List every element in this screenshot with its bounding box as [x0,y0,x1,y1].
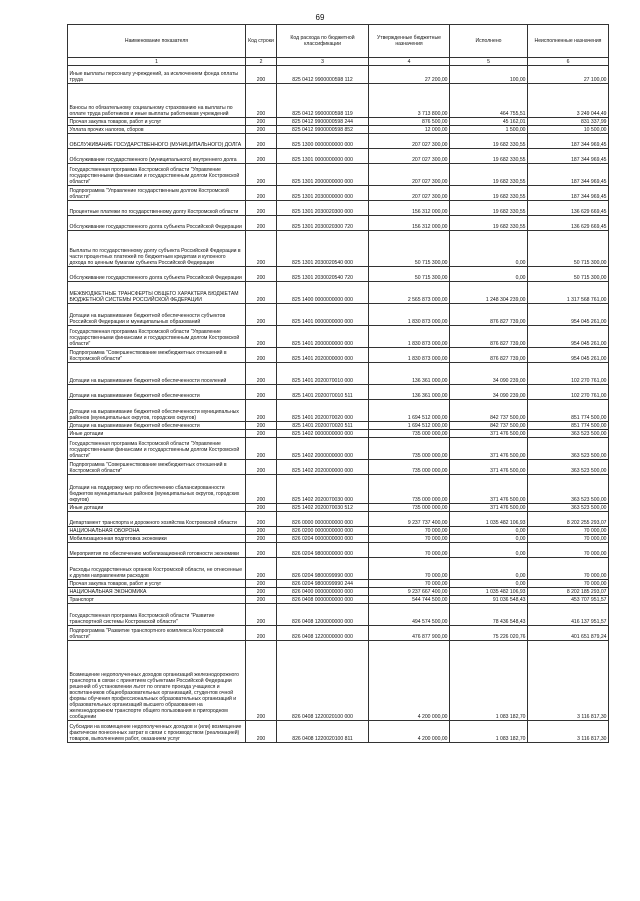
row-unexecuted: 102 270 761,00 [528,363,609,385]
row-executed: 34 090 239,00 [450,363,528,385]
table-row [68,558,609,580]
row-unexecuted: 102 270 761,00 [528,385,609,400]
row-line-code: 200 [246,216,277,231]
row-name: Мероприятия по обеспечению мобилизационной готовности экономики [68,543,246,558]
table-row [68,304,609,326]
table-row [68,504,609,512]
row-name: ОБСЛУЖИВАНИЕ ГОСУДАРСТВЕННОГО (МУНИЦИПАЛЬНОГО) ДОЛГА [68,134,246,149]
row-name: Подпрограмма "Развитие транспортного комплекса Костромской области" [68,626,246,641]
row-line-code: 200 [246,164,277,186]
row-name: Обслуживание государственного (муниципального) внутреннего долга [68,149,246,164]
row-approved: 1 694 512 000,00 [369,422,450,430]
row-budget-code: 825 1301 2030020540 720 [277,267,369,282]
row-approved: 50 715 300,00 [369,231,450,267]
header-indicator-name: Наименование показателя [68,25,246,58]
row-approved: 156 312 000,00 [369,216,450,231]
row-line-code: 200 [246,588,277,596]
row-line-code: 200 [246,604,277,626]
row-approved: 876 500,00 [369,118,450,126]
row-approved: 27 200,00 [369,66,450,84]
row-unexecuted: 136 629 669,45 [528,216,609,231]
row-line-code: 200 [246,596,277,604]
row-executed: 1 083 182,70 [450,721,528,743]
row-unexecuted: 954 045 261,00 [528,326,609,348]
row-name: Государственная программа Костромской области "Развитие транспортной системы Костромской области" [68,604,246,626]
table-row [68,231,609,267]
row-name: Выплаты по государственному долгу субъекта Российской Федерации в части процентных платежей по бюджетным кредитам и купонного дохода по ценным бумагам субъекта Российской Федерации [68,231,246,267]
row-approved: 494 574 500,00 [369,604,450,626]
row-approved: 1 694 512 000,00 [369,400,450,422]
row-executed: 371 476 500,00 [450,504,528,512]
row-approved: 207 027 300,00 [369,134,450,149]
row-unexecuted: 187 344 969,45 [528,149,609,164]
row-executed: 371 476 500,00 [450,460,528,475]
row-executed: 842 737 500,00 [450,422,528,430]
row-approved: 735 000 000,00 [369,504,450,512]
row-budget-code: 825 1401 2020070010 511 [277,385,369,400]
row-budget-code: 826 0204 9800099990 244 [277,580,369,588]
row-budget-code: 825 1301 2030020540 000 [277,231,369,267]
row-executed: 0,00 [450,580,528,588]
row-name: Подпрограмма "Совершенствование межбюджетных отношений в Костромской области" [68,348,246,363]
table-row [68,363,609,385]
row-line-code: 200 [246,558,277,580]
row-unexecuted: 70 000,00 [528,580,609,588]
row-approved: 735 000 000,00 [369,438,450,460]
row-line-code: 200 [246,186,277,201]
header-line-code: Код строки [246,25,277,58]
row-approved: 735 000 000,00 [369,430,450,438]
column-number-row [68,58,609,66]
row-approved: 1 830 873 000,00 [369,304,450,326]
row-name: Государственная программа Костромской области "Управление государственными финансами и государственным долгом Костромской области" [68,164,246,186]
row-budget-code: 825 1301 2030000000 000 [277,186,369,201]
row-unexecuted: 363 523 500,00 [528,460,609,475]
row-line-code: 200 [246,543,277,558]
row-budget-code: 825 1300 0000000000 000 [277,134,369,149]
row-line-code: 200 [246,84,277,118]
row-name: Процентные платежи по государственному долгу Костромской области [68,201,246,216]
table-row [68,186,609,201]
row-unexecuted: 851 774 500,00 [528,422,609,430]
row-budget-code: 826 0408 1220000000 000 [277,626,369,641]
row-budget-code: 825 0412 9900000598 112 [277,66,369,84]
table-row [68,164,609,186]
column-number: 2 [246,58,277,66]
header-unexecuted: Неисполненные назначения [528,25,609,58]
row-line-code: 200 [246,304,277,326]
row-approved: 4 200 000,00 [369,641,450,721]
row-unexecuted: 70 000,00 [528,535,609,543]
row-budget-code: 826 0204 0000000000 000 [277,535,369,543]
row-budget-code: 825 1301 0000000000 000 [277,149,369,164]
row-unexecuted: 416 137 951,57 [528,604,609,626]
row-approved: 1 830 873 000,00 [369,326,450,348]
row-approved: 136 361 000,00 [369,385,450,400]
row-executed: 19 682 330,55 [450,201,528,216]
row-approved: 70 000,00 [369,558,450,580]
row-line-code: 200 [246,460,277,475]
row-name: Государственная программа Костромской области "Управление государственными финансами и государственным долгом Костромской области" [68,438,246,460]
row-executed: 876 827 739,00 [450,348,528,363]
row-budget-code: 825 1401 2020070020 511 [277,422,369,430]
row-approved: 3 713 800,00 [369,84,450,118]
row-unexecuted: 363 523 500,00 [528,504,609,512]
table-row [68,580,609,588]
table-header-row [68,25,609,58]
row-name: Иные дотации [68,504,246,512]
row-unexecuted: 187 344 969,45 [528,186,609,201]
table-row [68,588,609,596]
row-name: Взносы по обязательному социальному страхованию на выплаты по оплате труда работников и иные выплаты работникам учреждений [68,84,246,118]
row-name: Возмещение недополученных доходов организаций железнодорожного транспорта в связи с принятием субъектами Российской Федерации решений об установлении льгот по оплате проезда учащихся и воспитанников общеобразовательных организаций, студентов очной формы обучения профессиональных образовательных организаций и образовательных организаций высшего образования на железнодорожном транспорте общего пользования в пригородном сообщении [68,641,246,721]
row-unexecuted: 3 116 817,30 [528,641,609,721]
row-line-code: 200 [246,438,277,460]
row-budget-code: 825 1301 2000000000 000 [277,164,369,186]
row-unexecuted: 27 100,00 [528,66,609,84]
table-row [68,641,609,721]
row-approved: 544 744 500,00 [369,596,450,604]
row-executed: 464 755,51 [450,84,528,118]
row-name: Иные дотации [68,430,246,438]
row-executed: 19 682 330,55 [450,186,528,201]
row-line-code: 200 [246,326,277,348]
row-unexecuted: 50 715 300,00 [528,267,609,282]
row-name: Расходы государственных органов Костромской области, не отнесенные к другим направлениям расходов [68,558,246,580]
row-name: Уплата прочих налогов, сборов [68,126,246,134]
row-name: Субсидии на возмещение недополученных доходов и (или) возмещение фактически понесенных затрат в связи с производством (реализацией) товаров, выполнением работ, оказанием услуг [68,721,246,743]
table-row [68,400,609,422]
table-row [68,596,609,604]
row-line-code: 200 [246,580,277,588]
row-line-code: 200 [246,430,277,438]
row-executed: 842 737 500,00 [450,400,528,422]
table-row [68,721,609,743]
table-row [68,149,609,164]
row-budget-code: 826 0408 1220020100 811 [277,721,369,743]
row-unexecuted: 363 523 500,00 [528,475,609,504]
row-line-code: 200 [246,282,277,304]
row-budget-code: 825 1402 2020070030 000 [277,475,369,504]
row-unexecuted: 70 000,00 [528,558,609,580]
row-executed: 78 436 548,43 [450,604,528,626]
row-name: Транспорт [68,596,246,604]
row-approved: 207 027 300,00 [369,186,450,201]
row-unexecuted: 10 500,00 [528,126,609,134]
row-line-code: 200 [246,363,277,385]
row-unexecuted: 401 651 879,24 [528,626,609,641]
table-row [68,326,609,348]
row-unexecuted: 50 715 300,00 [528,231,609,267]
row-unexecuted: 831 337,99 [528,118,609,126]
row-name: Дотации на выравнивание бюджетной обеспеченности [68,422,246,430]
row-unexecuted: 954 045 261,00 [528,348,609,363]
row-approved: 207 027 300,00 [369,149,450,164]
row-line-code: 200 [246,721,277,743]
row-executed: 34 090 239,00 [450,385,528,400]
row-approved: 70 000,00 [369,543,450,558]
table-row [68,282,609,304]
row-unexecuted: 851 774 500,00 [528,400,609,422]
table-row [68,385,609,400]
row-budget-code: 825 1402 2020000000 000 [277,460,369,475]
row-executed: 371 476 500,00 [450,475,528,504]
row-approved: 70 000,00 [369,535,450,543]
row-budget-code: 825 1401 2020070020 000 [277,400,369,422]
row-unexecuted: 363 523 500,00 [528,438,609,460]
table-row [68,512,609,527]
row-budget-code: 825 1401 0000000000 000 [277,304,369,326]
row-unexecuted: 187 344 969,45 [528,134,609,149]
row-approved: 476 877 900,00 [369,626,450,641]
table-body [68,66,609,743]
column-number: 5 [450,58,528,66]
table-row [68,66,609,84]
row-budget-code: 825 1401 2000000000 000 [277,326,369,348]
row-unexecuted: 187 344 969,45 [528,164,609,186]
row-unexecuted: 3 116 817,30 [528,721,609,743]
row-line-code: 200 [246,626,277,641]
row-line-code: 200 [246,641,277,721]
row-budget-code: 825 1400 0000000000 000 [277,282,369,304]
budget-execution-table [67,24,609,743]
table-row [68,543,609,558]
row-line-code: 200 [246,348,277,363]
row-executed: 1 035 482 106,93 [450,588,528,596]
table-row [68,604,609,626]
column-number: 4 [369,58,450,66]
row-budget-code: 826 0204 9800000000 000 [277,543,369,558]
row-line-code: 200 [246,527,277,535]
table-row [68,84,609,118]
row-line-code: 200 [246,267,277,282]
row-executed: 0,00 [450,231,528,267]
row-name: Иные выплаты персоналу учреждений, за исключением фонда оплаты труда [68,66,246,84]
row-executed: 19 682 330,55 [450,134,528,149]
row-unexecuted: 453 707 951,57 [528,596,609,604]
row-executed: 75 226 020,76 [450,626,528,641]
row-unexecuted: 363 523 500,00 [528,430,609,438]
row-executed: 1 083 182,70 [450,641,528,721]
table-row [68,626,609,641]
table-row [68,267,609,282]
row-name: МЕЖБЮДЖЕТНЫЕ ТРАНСФЕРТЫ ОБЩЕГО ХАРАКТЕРА БЮДЖЕТАМ БЮДЖЕТНОЙ СИСТЕМЫ РОССИЙСКОЙ ФЕДЕРАЦИИ [68,282,246,304]
row-approved: 9 237 667 400,00 [369,588,450,596]
row-executed: 0,00 [450,543,528,558]
row-budget-code: 826 0408 1220020100 000 [277,641,369,721]
row-approved: 1 830 873 000,00 [369,348,450,363]
row-line-code: 200 [246,149,277,164]
row-name: Государственная программа Костромской области "Управление государственными финансами и государственным долгом Костромской области" [68,326,246,348]
row-executed: 45 162,01 [450,118,528,126]
row-name: Подпрограмма "Управление государственным долгом Костромской области" [68,186,246,201]
column-number: 1 [68,58,246,66]
row-approved: 70 000,00 [369,527,450,535]
row-budget-code: 826 0200 0000000000 000 [277,527,369,535]
row-line-code: 200 [246,126,277,134]
row-approved: 156 312 000,00 [369,201,450,216]
row-line-code: 200 [246,512,277,527]
table-row [68,527,609,535]
row-name: Прочая закупка товаров, работ и услуг [68,580,246,588]
row-line-code: 200 [246,118,277,126]
row-executed: 0,00 [450,558,528,580]
row-budget-code: 826 0400 0000000000 000 [277,588,369,596]
row-budget-code: 826 0204 9800099990 000 [277,558,369,580]
column-number: 3 [277,58,369,66]
row-line-code: 200 [246,134,277,149]
row-executed: 19 682 330,55 [450,149,528,164]
row-unexecuted: 8 202 255 293,07 [528,512,609,527]
row-name: Мобилизационная подготовка экономики [68,535,246,543]
row-approved: 207 027 300,00 [369,164,450,186]
row-executed: 0,00 [450,535,528,543]
row-executed: 371 476 500,00 [450,438,528,460]
row-budget-code: 825 1402 2000000000 000 [277,438,369,460]
row-approved: 136 361 000,00 [369,363,450,385]
row-approved: 735 000 000,00 [369,475,450,504]
row-approved: 70 000,00 [369,580,450,588]
row-approved: 9 237 737 400,00 [369,512,450,527]
table-row [68,438,609,460]
row-executed: 19 682 330,55 [450,216,528,231]
row-executed: 100,00 [450,66,528,84]
row-line-code: 200 [246,422,277,430]
row-line-code: 200 [246,385,277,400]
table-row [68,216,609,231]
row-unexecuted: 70 000,00 [528,543,609,558]
table-row [68,460,609,475]
row-executed: 876 827 739,00 [450,326,528,348]
row-budget-code: 825 0412 9900000598 244 [277,118,369,126]
row-executed: 0,00 [450,267,528,282]
row-budget-code: 825 1402 0000000000 000 [277,430,369,438]
row-name: Обслуживание государственного долга субъекта Российской Федерации [68,267,246,282]
row-approved: 2 565 873 000,00 [369,282,450,304]
row-name: Дотации на выравнивание бюджетной обеспеченности субъектов Российской Федерации и муниципальных образований [68,304,246,326]
row-name: Дотации на поддержку мер по обеспечению сбалансированности бюджетов муниципальных районов (муниципальных округов, городских округов) [68,475,246,504]
table-row [68,475,609,504]
row-line-code: 200 [246,201,277,216]
row-executed: 371 476 500,00 [450,430,528,438]
header-executed: Исполнено [450,25,528,58]
row-line-code: 200 [246,504,277,512]
table-row [68,118,609,126]
row-budget-code: 826 0408 1200000000 000 [277,604,369,626]
row-line-code: 200 [246,475,277,504]
header-budget-code: Код расхода по бюджетной классификации [277,25,369,58]
row-budget-code: 825 1401 2020070010 000 [277,363,369,385]
row-name: Подпрограмма "Совершенствование межбюджетных отношений в Костромской области" [68,460,246,475]
table-row [68,134,609,149]
row-name: Департамент транспорта и дорожного хозяйства Костромской области [68,512,246,527]
row-line-code: 200 [246,535,277,543]
table-row [68,430,609,438]
table-row [68,348,609,363]
row-approved: 12 000,00 [369,126,450,134]
row-line-code: 200 [246,400,277,422]
row-executed: 91 036 548,43 [450,596,528,604]
row-executed: 876 827 739,00 [450,304,528,326]
row-line-code: 200 [246,66,277,84]
row-budget-code: 825 0412 9900000598 119 [277,84,369,118]
row-approved: 4 200 000,00 [369,721,450,743]
row-name: НАЦИОНАЛЬНАЯ ЭКОНОМИКА [68,588,246,596]
row-executed: 1 035 482 106,93 [450,512,528,527]
table-row [68,535,609,543]
row-name: Дотации на выравнивание бюджетной обеспеченности поселений [68,363,246,385]
row-name: НАЦИОНАЛЬНАЯ ОБОРОНА [68,527,246,535]
row-budget-code: 825 1301 2030020300 720 [277,216,369,231]
row-executed: 0,00 [450,527,528,535]
page-number: 69 [315,13,325,22]
row-unexecuted: 3 249 044,49 [528,84,609,118]
row-executed: 1 500,00 [450,126,528,134]
row-approved: 50 715 300,00 [369,267,450,282]
row-unexecuted: 1 317 568 761,00 [528,282,609,304]
row-unexecuted: 70 000,00 [528,527,609,535]
row-unexecuted: 8 202 185 293,07 [528,588,609,596]
row-executed: 19 682 330,55 [450,164,528,186]
row-budget-code: 825 1301 2030020300 000 [277,201,369,216]
row-name: Обслуживание государственного долга субъекта Российской Федерации [68,216,246,231]
row-name: Дотации на выравнивание бюджетной обеспеченности муниципальных районов (муниципальных округов, городских округов) [68,400,246,422]
table-row [68,126,609,134]
row-name: Прочая закупка товаров, работ и услуг [68,118,246,126]
row-budget-code: 826 0000 0000000000 000 [277,512,369,527]
row-unexecuted: 954 045 261,00 [528,304,609,326]
row-budget-code: 825 1401 2020000000 000 [277,348,369,363]
row-line-code: 200 [246,231,277,267]
header-approved: Утвержденные бюджетные назначения [369,25,450,58]
row-name: Дотации на выравнивание бюджетной обеспеченности [68,385,246,400]
row-executed: 1 248 304 239,00 [450,282,528,304]
table-row [68,422,609,430]
table-row [68,201,609,216]
row-unexecuted: 136 629 669,45 [528,201,609,216]
row-approved: 735 000 000,00 [369,460,450,475]
row-budget-code: 825 0412 9900000598 852 [277,126,369,134]
column-number: 6 [528,58,609,66]
row-budget-code: 825 1402 2020070030 512 [277,504,369,512]
row-budget-code: 826 0408 0000000000 000 [277,596,369,604]
